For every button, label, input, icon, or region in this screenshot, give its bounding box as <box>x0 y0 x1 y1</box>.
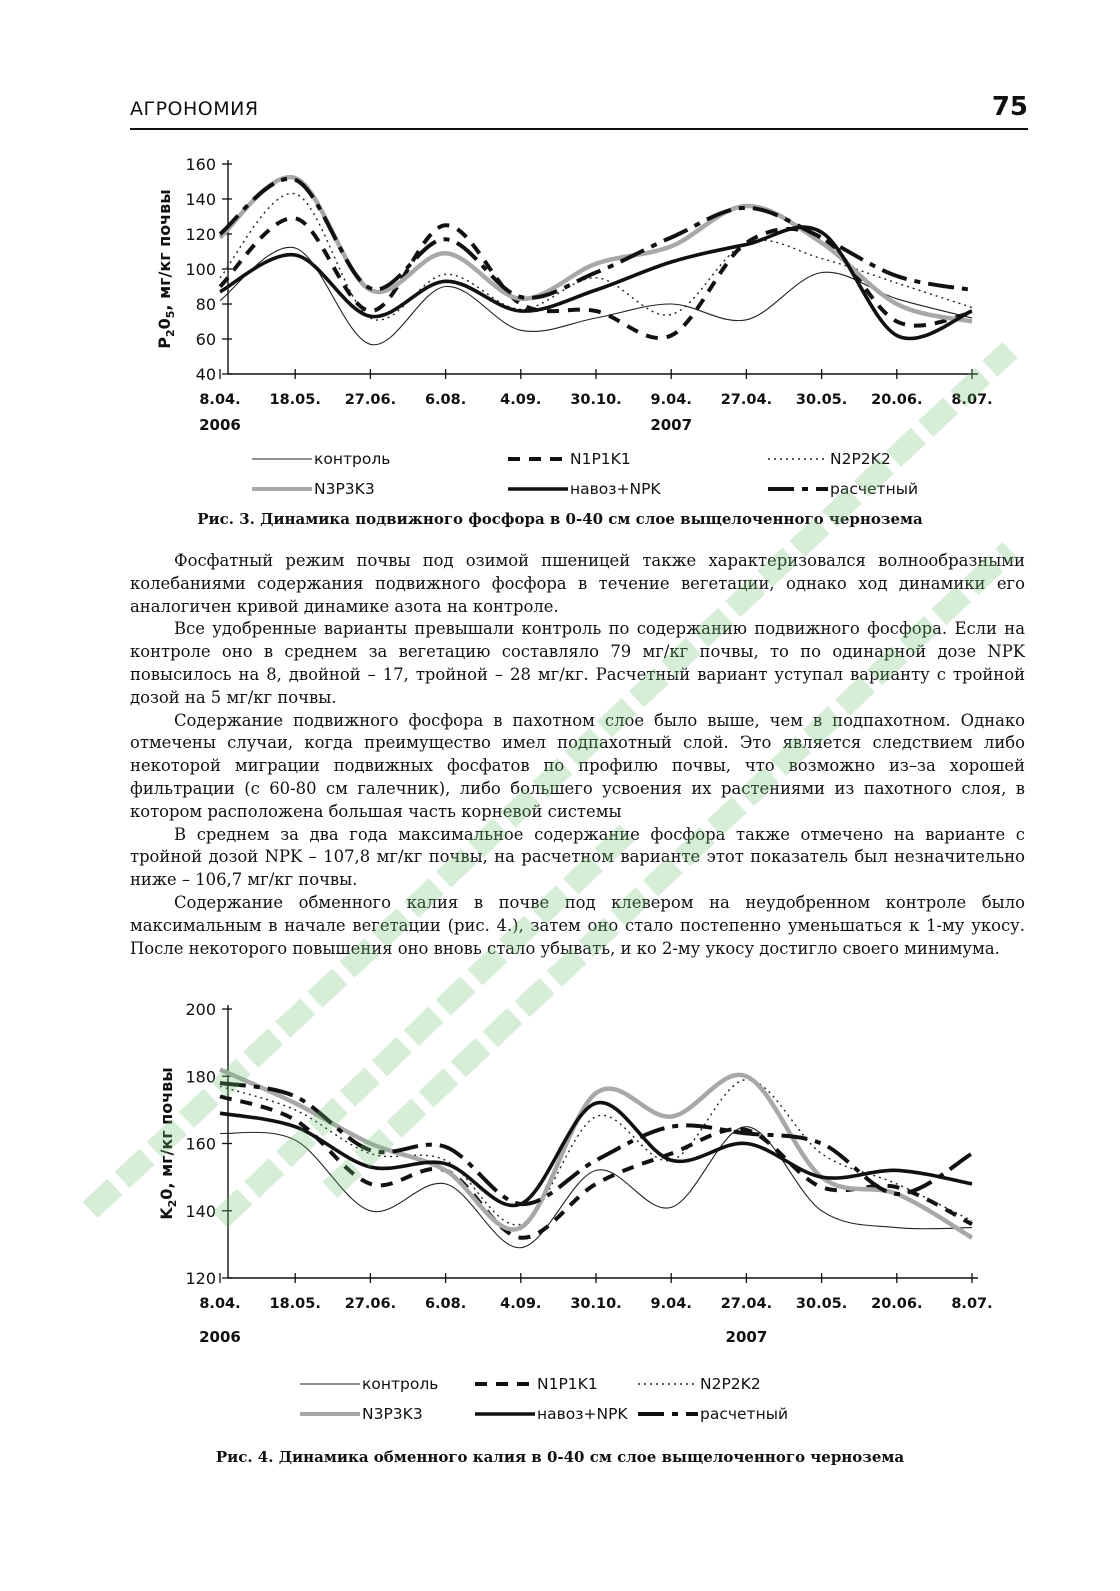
figure-3-caption: Рис. 3. Динамика подвижного фосфора в 0-40 см слое выщелоченного чернозема <box>197 510 923 528</box>
page-header <box>130 94 1028 130</box>
x-tick-label: 6.08. <box>424 1296 467 1312</box>
x-tick-label: 8.04. <box>199 392 241 408</box>
x-tick-label: 20.06. <box>871 1296 923 1312</box>
y-axis-label-part: , мг/кг почвы <box>155 189 174 311</box>
legend-label: навоз+NPK <box>570 480 661 498</box>
legend-label: расчетный <box>700 1405 789 1423</box>
y-axis-label <box>157 1067 179 1220</box>
y-axis-label-part: , мг/кг почвы <box>157 1067 176 1189</box>
y-tick-label: 140 <box>185 190 216 209</box>
x-tick-label: 18.05. <box>269 392 321 408</box>
x-tick-label: 8.04. <box>199 1296 241 1312</box>
paragraph: Содержание обменного калия в почве под клевером на неудобренном контроле было максимальным в начале вегетации (рис. 4.), затем оно стало постепенно уменьшаться к 1-му укосу. После некоторого повышения оно вновь стало убывать, и ко 2-му укосу достигло своего минимума. <box>130 892 1025 958</box>
paragraph: Фосфатный режим почвы под озимой пшеницей также характеризовался волнообразными колебаниями содержания подвижного фосфора в течение вегетации, однако ход динамики его аналогичен кривой динамике азота на контроле. <box>130 551 1025 616</box>
paragraph: В среднем за два года максимальное содержание фосфора также отмечено на варианте с тройной дозой NPK – 107,8 мг/кг почвы, на расчетном варианте этот показатель был незначительно ниже – 106,7 мг/кг почвы. <box>130 824 1025 890</box>
x-tick-label: 27.06. <box>344 1296 397 1312</box>
y-tick-label: 120 <box>185 1269 216 1288</box>
y-axis-label-part: P <box>155 337 174 349</box>
x-tick-label: 30.10. <box>570 392 622 408</box>
y-tick-label: 40 <box>195 365 216 384</box>
year-label: 2006 <box>199 416 241 434</box>
y-tick-label: 160 <box>185 155 216 174</box>
x-tick-label: 9.04. <box>650 392 692 408</box>
chart-potassium <box>150 995 1020 1435</box>
y-axis-label-part: 0 <box>155 318 174 330</box>
x-tick-label: 30.10. <box>570 1296 622 1312</box>
y-tick-label: 100 <box>185 260 216 279</box>
legend-label: N2P2K2 <box>700 1375 761 1393</box>
figure-4-caption: Рис. 4. Динамика обменного калия в 0-40 см слое выщелоченного чернозема <box>215 1448 905 1466</box>
legend-label: N1P1K1 <box>537 1375 598 1393</box>
x-tick-label: 20.06. <box>871 392 923 408</box>
y-axis-label <box>155 189 177 349</box>
series-line-manure <box>220 227 972 338</box>
legend-label: навоз+NPK <box>537 1405 628 1423</box>
body-text <box>130 550 1025 960</box>
y-tick-label: 60 <box>195 330 216 349</box>
y-tick-label: 200 <box>185 1000 216 1019</box>
x-tick-label: 4.09. <box>500 392 542 408</box>
year-label: 2007 <box>650 416 693 434</box>
legend-label: N2P2K2 <box>830 450 891 468</box>
x-tick-label: 18.05. <box>269 1296 321 1312</box>
legend-label: N3P3K3 <box>362 1405 423 1423</box>
y-axis-label-part: K <box>157 1207 176 1220</box>
x-tick-label: 27.06. <box>344 392 397 408</box>
y-axis-label-part: 0 <box>157 1188 176 1200</box>
series-line-n1 <box>220 1096 972 1237</box>
y-tick-label: 140 <box>185 1201 216 1221</box>
year-label: 2007 <box>725 1328 768 1346</box>
running-title: АГРОНОМИЯ <box>130 98 259 120</box>
y-tick-label: 120 <box>185 225 216 244</box>
y-axis-label-part: 2 <box>164 329 177 338</box>
x-tick-label: 4.09. <box>500 1296 542 1312</box>
x-tick-label: 27.04. <box>720 1296 773 1312</box>
y-tick-label: 180 <box>185 1067 216 1087</box>
legend-label: контроль <box>362 1375 439 1393</box>
x-tick-label: 9.04. <box>650 1296 692 1312</box>
x-tick-label: 30.05. <box>795 1296 848 1312</box>
y-tick-label: 160 <box>185 1134 216 1154</box>
series-line-n3 <box>220 177 972 321</box>
legend-label: расчетный <box>830 480 919 498</box>
paragraph: Содержание подвижного фосфора в пахотном слое было выше, чем в подпахотном. Однако отмечены случаи, когда преимущество имел подпахотный слой. Это является следствием либо некоторой миграции подвижных фосфатов по профилю почвы, что возможно из–за хорошей фильтрации (с 60-80 см галечник), либо большего усвоения их растениями из пахотного слоя, в котором расположена большая часть корневой системы <box>130 710 1025 821</box>
x-tick-label: 30.05. <box>795 392 848 408</box>
x-tick-label: 8.07. <box>951 392 993 408</box>
legend-label: N1P1K1 <box>570 450 631 468</box>
legend-label: N3P3K3 <box>314 480 375 498</box>
y-axis-label-part: 5 <box>164 310 177 319</box>
legend-label: контроль <box>314 450 391 468</box>
x-tick-label: 8.07. <box>951 1296 993 1312</box>
y-tick-label: 80 <box>195 295 216 314</box>
year-label: 2006 <box>199 1328 241 1346</box>
chart-phosphorus <box>150 150 1020 502</box>
x-tick-label: 27.04. <box>720 392 773 408</box>
x-tick-label: 6.08. <box>424 392 467 408</box>
page-number: 75 <box>991 92 1028 122</box>
paragraph: Все удобренные варианты превышали контроль по содержанию подвижного фосфора. Если на контроле оно в среднем за вегетацию составляло 79 мг/кг почвы, то по одинарной дозе NPK повысилось на 8, двойной – 17, тройной – 28 мг/кг. Расчетный вариант уступал варианту с тройной дозой на 5 мг/кг почвы. <box>130 619 1025 707</box>
y-axis-label-part: 2 <box>166 1199 179 1208</box>
